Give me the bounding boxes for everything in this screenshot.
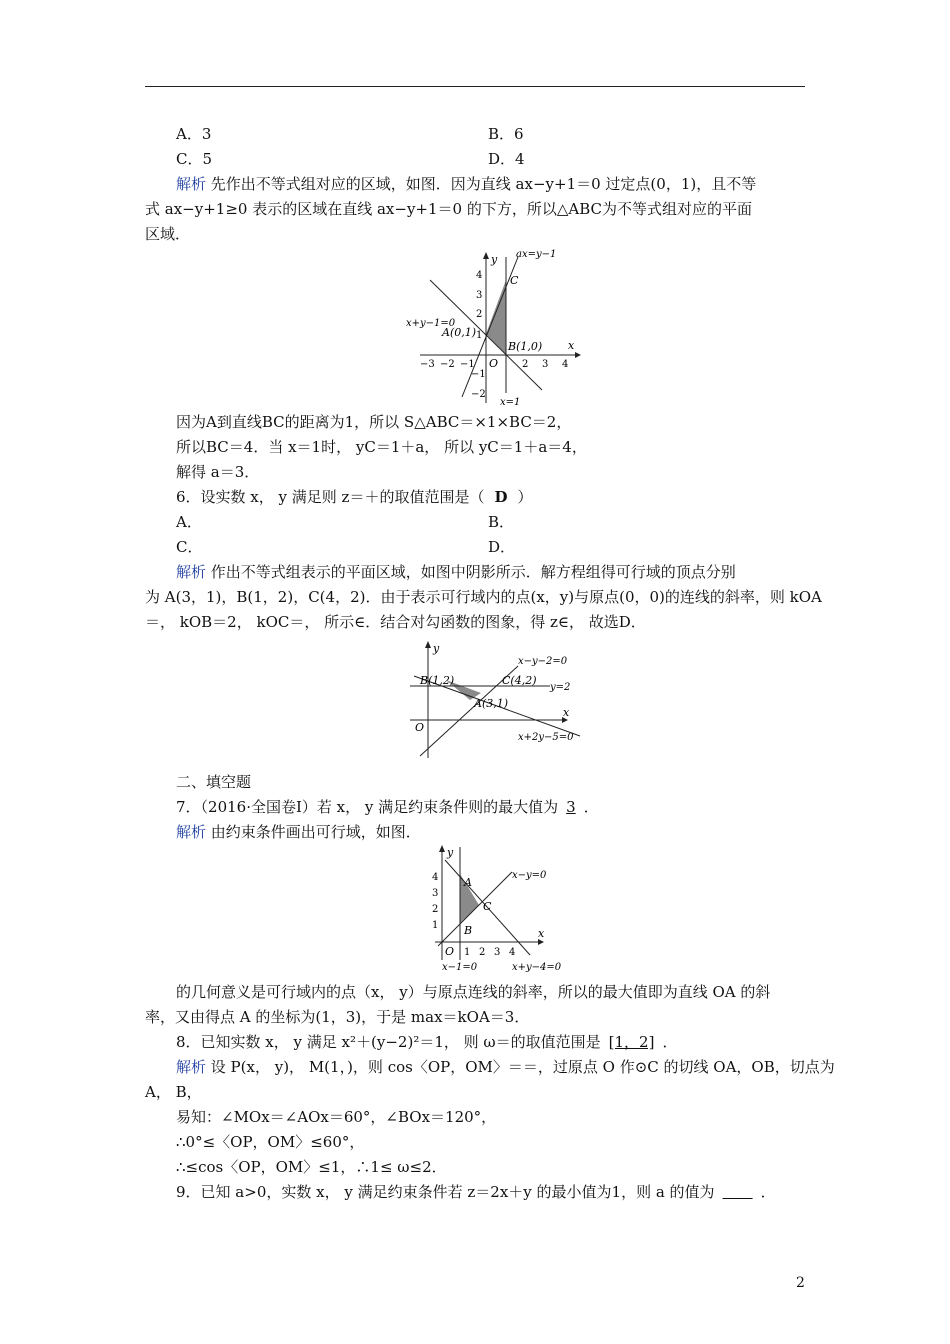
x-tick: 3: [542, 359, 549, 370]
q7-solution: 解析 由约束条件画出可行域，如图．: [176, 823, 421, 841]
x-tick: 3: [494, 947, 501, 958]
y-tick: 4: [476, 270, 483, 281]
q6-option-c: C．: [176, 538, 203, 556]
y-tick: 2: [432, 904, 439, 915]
q5-solution-line-2: 式 ax−y+1≥0 表示的区域在直线 ax−y+1＝0 的下方，所以△ABC为不等式组对应的平面: [145, 200, 752, 218]
label-point-b: B(1,0): [508, 340, 543, 353]
label-ax-eq-y-minus-1: ax=y−1: [516, 249, 557, 260]
q6-option-a: A．: [176, 513, 202, 531]
x-axis-label: x: [563, 706, 570, 719]
x-tick: 2: [522, 359, 529, 370]
label-point-a: A(0,1): [442, 326, 477, 339]
label-x-plus-y-minus-1: x+y−1=0: [406, 318, 456, 329]
x-tick: 1: [464, 947, 471, 958]
label-x-minus-y-minus-2: x−y−2=0: [518, 656, 568, 667]
section-title-fill-blank: 二、填空题: [176, 773, 252, 791]
q5-solution-line-3: 区域．: [145, 225, 191, 243]
origin-label: O: [489, 357, 499, 370]
origin-label: O: [415, 721, 425, 734]
q8-stem: 8．已知实数 x， y 满足 x²＋(y−2)²＝1， 则 ω＝的取值范围是 [1，2] ．: [176, 1033, 678, 1051]
label-point-c: C(4,2): [502, 674, 537, 687]
q6-solution-line-1: 解析 作出不等式组表示的平面区域，如图中阴影所示．解方程组得可行域的顶点分别: [176, 563, 736, 581]
label-x-minus-1-eq-0: x−1=0: [442, 962, 478, 973]
q8-answer: [1，2]: [608, 1033, 655, 1051]
x-axis-label: x: [568, 339, 575, 352]
page-number: 2: [796, 1275, 805, 1291]
y-tick: 1: [476, 330, 483, 341]
q7-figure: [420, 842, 570, 974]
label-x-minus-y-eq-0: x−y=0: [512, 870, 547, 881]
shaded-region: [486, 280, 506, 355]
q6-stem: 6．设实数 x， y 满足则 z＝＋的取值范围是（ D ）: [176, 488, 533, 506]
q5-after-line-1: 因为A到直线BC的距离为1，所以 S△ABC＝×1×BC＝2，: [176, 413, 572, 431]
y-axis-arrow: [439, 845, 445, 852]
q6-figure: [400, 638, 600, 760]
q7-stem: 7．（2016·全国卷Ⅰ）若 x， y 满足约束条件则的最大值为 3 ．: [176, 798, 599, 816]
label-x-plus-2y-minus-5: x+2y−5=0: [518, 732, 574, 743]
y-axis-label: y: [447, 846, 454, 859]
origin-label: O: [445, 945, 455, 958]
q6-option-b: B．: [488, 513, 515, 531]
x-tick: −3: [420, 359, 435, 370]
q5-after-line-2: 所以BC＝4．当 x＝1时， yC＝1＋a， 所以 yC＝1＋a＝4，: [176, 438, 587, 456]
label-point-c: C: [510, 274, 519, 287]
q8-solution-line-1: 解析 设 P(x， y)， M(1，)，则 cos〈OP，OM〉＝＝，过原点 O 作⊙C 的切线 OA，OB，切点为: [176, 1058, 835, 1076]
header-rule: [145, 86, 805, 87]
label-point-a: A: [464, 876, 472, 889]
q5-option-a: A．3: [176, 125, 212, 143]
x-tick: −1: [460, 359, 475, 370]
y-axis-label: y: [433, 642, 440, 655]
jiexi-label: 解析: [176, 563, 207, 581]
q5-option-d: D．4: [488, 150, 525, 168]
q8-solution-line-4: ∴0°≤〈OP，OM〉≤60°，: [176, 1133, 365, 1151]
label-point-c: C: [483, 900, 492, 913]
x-tick: 4: [562, 359, 569, 370]
label-point-a: A(3,1): [474, 697, 509, 710]
q5-solution-line-1: 解析 先作出不等式组对应的区域，如图．因为直线 ax−y+1＝0 过定点(0，1)，且不等: [176, 175, 757, 193]
q6-solution-line-2: 为 A(3，1)，B(1，2)，C(4，2)．由于表示可行域内的点(x，y)与原点(0，0)的连线的斜率，则 kOA: [145, 588, 822, 606]
y-tick: 3: [432, 888, 439, 899]
jiexi-label: 解析: [176, 175, 207, 193]
label-x-eq-1: x=1: [500, 397, 521, 408]
y-axis-arrow: [425, 641, 431, 648]
q8-solution-line-3: 易知：∠MOx＝∠AOx＝60°，∠BOx＝120°，: [176, 1108, 497, 1126]
q5-option-c: C．5: [176, 150, 213, 168]
q8-solution-line-5: ∴≤cos〈OP，OM〉≤1，∴1≤ ω≤2．: [176, 1158, 447, 1176]
label-x-plus-y-minus-4: x+y−4=0: [512, 962, 562, 973]
x-tick: −2: [440, 359, 455, 370]
y-axis-arrow: [483, 252, 489, 259]
q6-option-d: D．: [488, 538, 516, 556]
y-tick: 3: [476, 290, 483, 301]
x-axis-arrow: [575, 352, 581, 358]
q6-answer: D: [494, 488, 508, 506]
q7-after-line-2: 率，又由得点 A 的坐标为(1，3)，于是 max＝kOA＝3．: [145, 1008, 530, 1026]
q6-solution-line-3: ＝， kOB＝2， kOC＝， 所示∈．结合对勾函数的图象，得 z∈， 故选D．: [145, 613, 646, 631]
y-tick: 1: [432, 920, 439, 931]
x-tick: 2: [479, 947, 486, 958]
q9-stem: 9．已知 a>0，实数 x， y 满足约束条件若 z＝2x＋y 的最小值为1，则 a 的值为 ．: [176, 1183, 776, 1201]
label-point-b: B: [464, 924, 473, 937]
y-tick: −2: [471, 389, 486, 400]
q7-answer: 3: [566, 798, 576, 816]
q5-figure: [400, 245, 600, 410]
x-tick: 4: [509, 947, 516, 958]
label-point-b: B(1,2): [420, 674, 455, 687]
jiexi-label: 解析: [176, 823, 207, 841]
q9-blank: [715, 1183, 761, 1201]
label-y-eq-2: y=2: [550, 682, 571, 693]
q5-option-b: B．6: [488, 125, 524, 143]
y-tick: 4: [432, 872, 439, 883]
line-x-minus-y-eq-0: [438, 872, 512, 946]
y-tick: −1: [471, 369, 486, 380]
jiexi-label: 解析: [176, 1058, 207, 1076]
y-tick: 2: [476, 309, 483, 320]
x-axis-label: x: [538, 927, 545, 940]
q5-after-line-3: 解得 a＝3．: [176, 463, 260, 481]
q7-after-line-1: 的几何意义是可行域内的点（x， y）与原点连线的斜率，所以的最大值即为直线 OA 的斜: [176, 983, 771, 1001]
q8-solution-line-2: A， B，: [145, 1083, 202, 1101]
y-axis-label: y: [491, 253, 498, 266]
